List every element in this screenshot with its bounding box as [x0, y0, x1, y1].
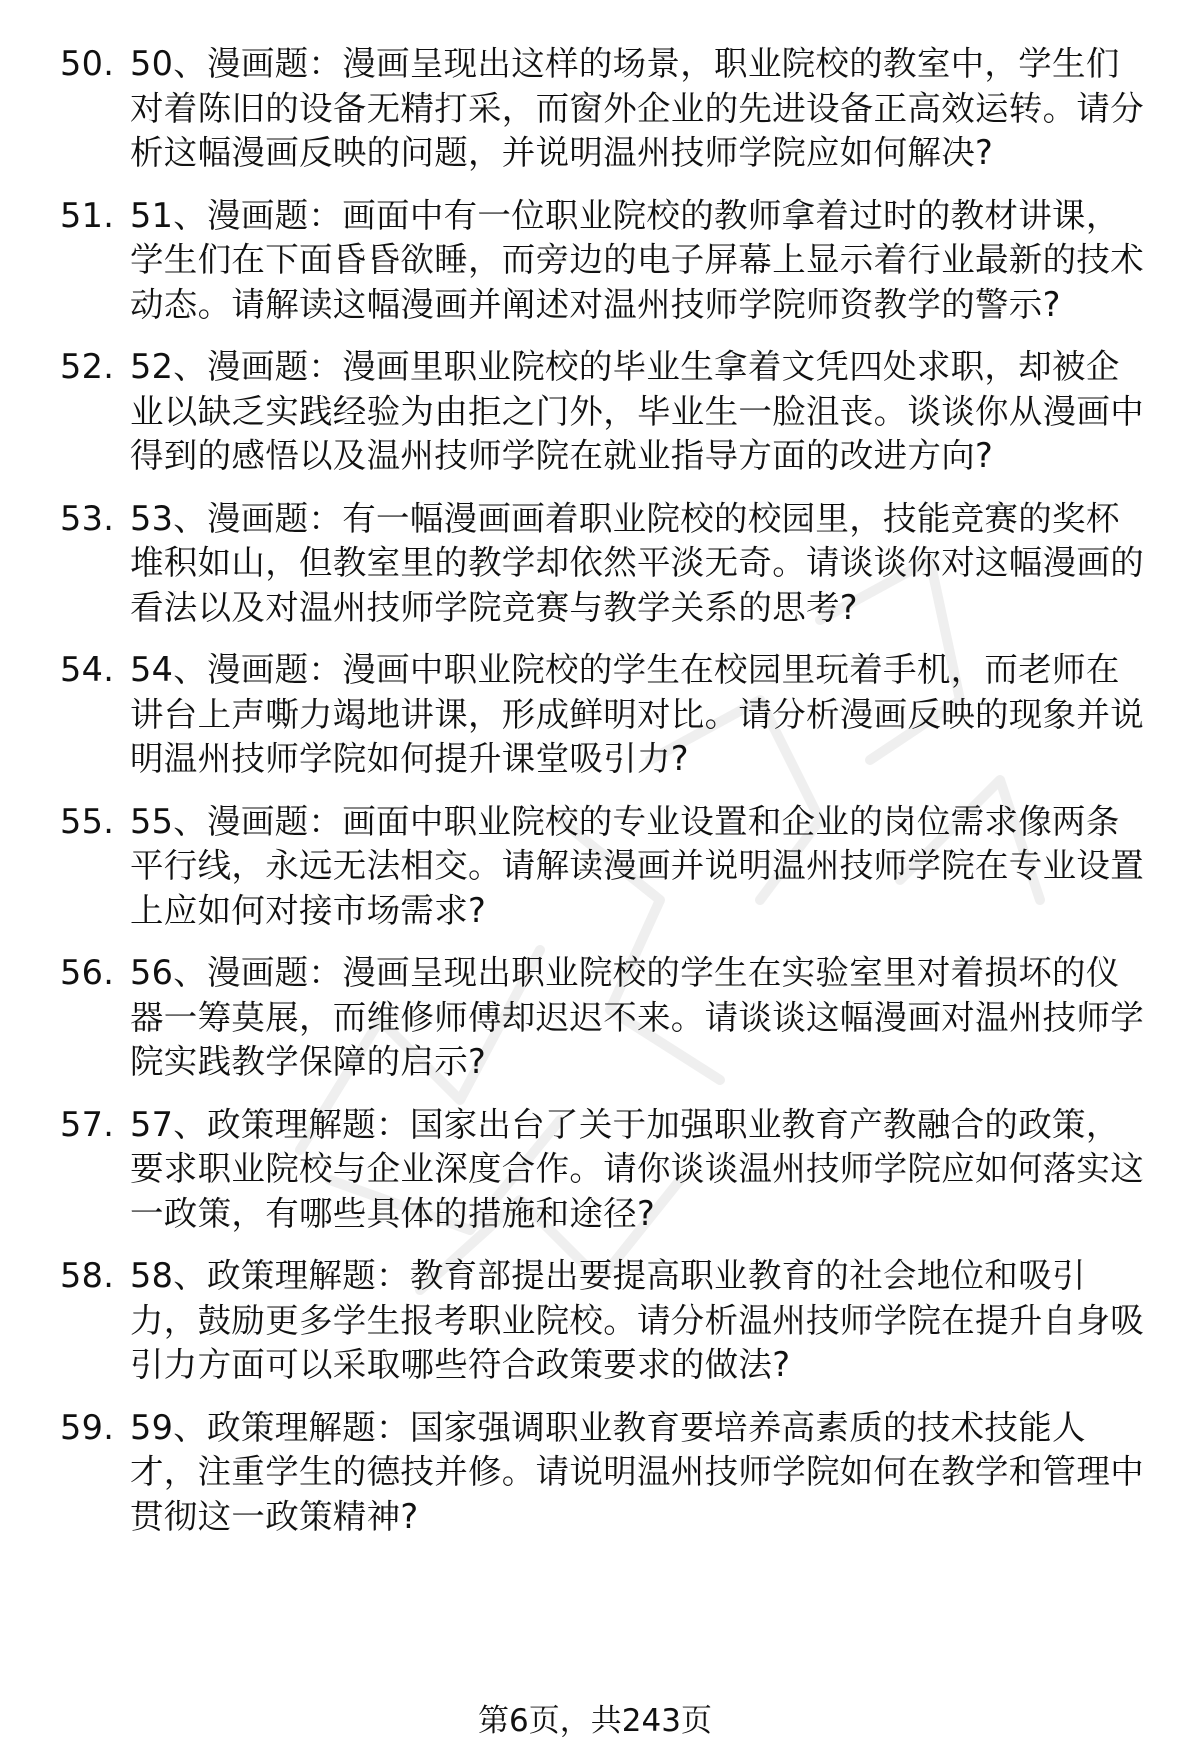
question-text: 50、漫画题：漫画呈现出这样的场景，职业院校的教室中，学生们对着陈旧的设备无精打采，而窗外企业的先进设备正高效运转。请分析这幅漫画反映的问题，并说明温州技师学院应如何解决? — [130, 44, 1144, 172]
question-text: 59、政策理解题：国家强调职业教育要培养高素质的技术技能人才，注重学生的德技并修。请说明温州技师学院如何在教学和管理中贯彻这一政策精神? — [130, 1407, 1144, 1536]
question-item-54 — [0, 648, 1190, 782]
question-item-58 — [0, 1254, 1190, 1388]
question-text: 55、漫画题：画面中职业院校的专业设置和企业的岗位需求像两条平行线，永远无法相交。请解读漫画并说明温州技师学院在专业设置上应如何对接市场需求? — [130, 801, 1144, 930]
question-number: 59. — [60, 1407, 115, 1447]
question-list — [0, 42, 1190, 1557]
question-item-50 — [0, 42, 1190, 176]
question-text: 58、政策理解题：教育部提出要提高职业教育的社会地位和吸引力，鼓励更多学生报考职业院校。请分析温州技师学院在提升自身吸引力方面可以采取哪些符合政策要求的做法? — [130, 1256, 1144, 1384]
question-text: 56、漫画题：漫画呈现出职业院校的学生在实验室里对着损坏的仪器一筹莫展，而维修师傅却迟迟不来。请谈谈这幅漫画对温州技师学院实践教学保障的启示? — [130, 953, 1144, 1081]
question-item-59 — [0, 1406, 1190, 1540]
question-text: 53、漫画题：有一幅漫画画着职业院校的校园里，技能竞赛的奖杯堆积如山，但教室里的教学却依然平淡无奇。请谈谈你对这幅漫画的看法以及对温州技师学院竞赛与教学关系的思考? — [130, 498, 1144, 627]
question-item-56 — [0, 951, 1190, 1085]
question-number: 58. — [60, 1256, 115, 1295]
question-item-55 — [0, 800, 1190, 934]
question-item-52 — [0, 345, 1190, 479]
question-number: 54. — [60, 650, 115, 689]
question-text: 51、漫画题：画面中有一位职业院校的教师拿着过时的教材讲课，学生们在下面昏昏欲睡，而旁边的电子屏幕上显示着行业最新的技术动态。请解读这幅漫画并阐述对温州技师学院师资教学的警示? — [130, 195, 1144, 324]
question-item-57 — [0, 1103, 1190, 1237]
question-item-51 — [0, 194, 1190, 328]
question-text: 57、政策理解题：国家出台了关于加强职业教育产教融合的政策，要求职业院校与企业深度合作。请你谈谈温州技师学院应如何落实这一政策，有哪些具体的措施和途径? — [130, 1104, 1144, 1233]
question-number: 50. — [60, 44, 115, 83]
question-text: 52、漫画题：漫画里职业院校的毕业生拿着文凭四处求职，却被企业以缺乏实践经验为由拒之门外，毕业生一脸沮丧。谈谈你从漫画中得到的感悟以及温州技师学院在就业指导方面的改进方向? — [130, 347, 1144, 475]
question-text: 54、漫画题：漫画中职业院校的学生在校园里玩着手机，而老师在讲台上声嘶力竭地讲课，形成鲜明对比。请分析漫画反映的现象并说明温州技师学院如何提升课堂吸引力? — [130, 650, 1144, 778]
question-number: 52. — [60, 347, 115, 386]
question-number: 53. — [60, 498, 115, 538]
question-number: 57. — [60, 1104, 115, 1144]
question-item-53 — [0, 497, 1190, 631]
page-number-label: 第6页，共243页 — [478, 1703, 712, 1739]
question-number: 56. — [60, 953, 115, 992]
question-number: 51. — [60, 195, 115, 235]
question-number: 55. — [60, 801, 115, 841]
page-footer — [0, 1701, 1190, 1741]
